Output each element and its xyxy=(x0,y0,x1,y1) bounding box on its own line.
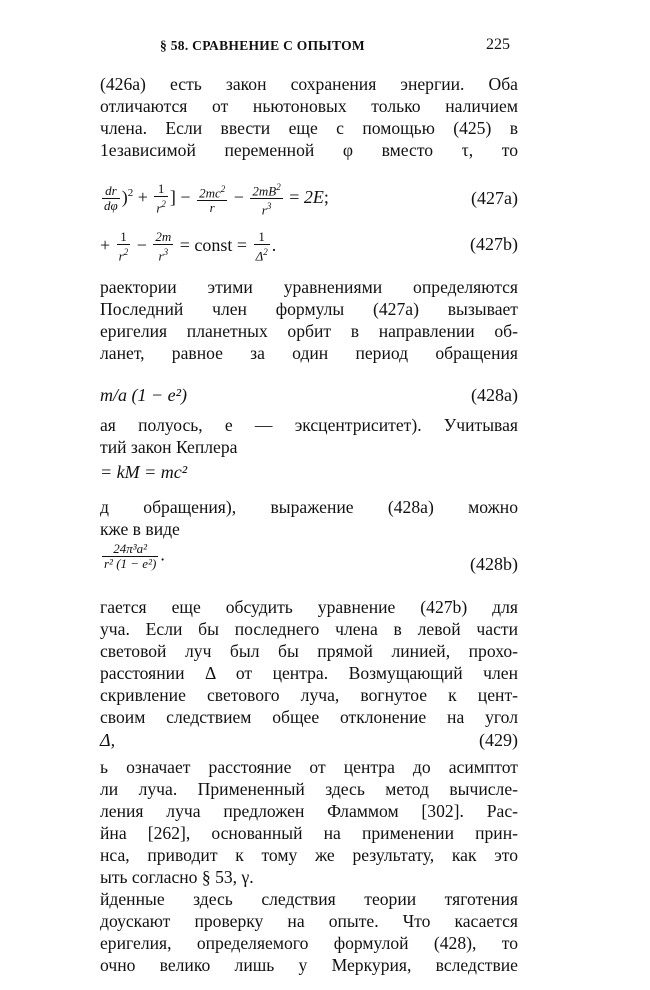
equation-number: (427a) xyxy=(471,188,518,208)
text-line: йна [262], основанный на применении прин- xyxy=(100,823,518,843)
text-line: отличаются от ньютоновых только наличием xyxy=(100,96,518,116)
text-line: расстоянии Δ от центра. Возмущающий член xyxy=(100,663,518,683)
equation-428b-formula: $\frac{\text{24π³a²}}{\text{r² (1 − e²)}}$ . xyxy=(104,541,165,571)
equation-number: (427b) xyxy=(470,234,518,254)
eq-428b-numerator: 24π³a² xyxy=(102,542,158,557)
equation-number: (428a) xyxy=(471,385,518,405)
equation-427b-formula: + $\frac{1}{r^2}$ − $\frac{2m}{r^3}$ = const = $\frac{1}{\Delta^2}$ . xyxy=(100,229,277,264)
equation-428b xyxy=(100,542,518,590)
text-line: ь означает расстояние от центра до асимптот xyxy=(100,757,518,777)
eq-427b-text: = const = xyxy=(179,234,248,255)
text-line: кже в виде xyxy=(100,519,180,539)
equation-427b xyxy=(100,230,518,280)
text-line: раектории этими уравнениями определяются xyxy=(100,277,518,297)
text-line: ления луча предложен Фламмом [302]. Рас- xyxy=(100,801,518,821)
eq-427a-numerator: dr xyxy=(102,184,120,199)
text-line: тий закон Кеплера xyxy=(100,437,238,457)
text-line: йденные здесь следствия теории тяготения xyxy=(100,889,518,909)
text-line: своим следствием общее отклонение на угол xyxy=(100,707,518,727)
text-line: гается еще обсудить уравнение (427b) для xyxy=(100,597,518,617)
text-line: нса, приводит к тому же результату, как это xyxy=(100,845,518,865)
eq-427a-denominator: dφ xyxy=(104,198,118,214)
equation-429-formula: Δ, xyxy=(100,730,116,750)
equation-428a-formula: m/a (1 − e²) xyxy=(100,385,188,405)
text-line: ланет, равное за один период обращения xyxy=(100,343,518,363)
text-line: еригелия планетных орбит в направлении об- xyxy=(100,321,518,341)
equation-kepler-formula: = kM = mc² xyxy=(100,462,188,482)
equation-kepler xyxy=(100,462,518,486)
equation-427a xyxy=(100,180,518,230)
text-line: 1езависимой переменной φ вместо τ, то xyxy=(100,140,518,160)
equation-number: (429) xyxy=(479,730,518,750)
page-number: 225 xyxy=(486,36,510,53)
text-line: уча. Если бы последнего члена в левой части xyxy=(100,619,518,639)
text-line: еригелия, определяемого формулой (428), то xyxy=(100,933,518,953)
text-line: скривление светового луча, вогнутое к цент- xyxy=(100,685,518,705)
text-line: Последний член формулы (427а) вызывает xyxy=(100,299,518,319)
eq-428b-denominator: r² (1 − e²) xyxy=(104,556,157,571)
equation-number: (428b) xyxy=(470,554,518,574)
text-line: ая полуось, e — эксцентриситет). Учитывая xyxy=(100,415,518,435)
text-line: ыть согласно § 53, γ. xyxy=(100,867,254,887)
text-line: ли луча. Примененный здесь метод вычисле- xyxy=(100,779,518,799)
text-line: д обращения), выражение (428а) можно xyxy=(100,497,518,517)
text-line: очно велико лишь у Меркурия, вследствие xyxy=(100,955,518,975)
text-line: световой луч был бы прямой линией, прохо- xyxy=(100,641,518,661)
running-title: § 58. СРАВНЕНИЕ С ОПЫТОМ xyxy=(160,38,365,53)
text-line: (426а) есть закон сохранения энергии. Оба xyxy=(100,74,518,94)
text-line: члена. Если ввести еще с помощью (425) в xyxy=(100,118,518,138)
text-line: доускают проверку на опыте. Что касается xyxy=(100,911,518,931)
equation-427a-formula: $\frac{dr}{d\varphi}$ )$^2$ + $\frac{1}{r^2}$ ] − $\frac{2mc^2}{r}$ − $\frac{2mB^2}{r^3}$ = 2E; xyxy=(104,181,329,218)
equation-429 xyxy=(100,730,518,754)
